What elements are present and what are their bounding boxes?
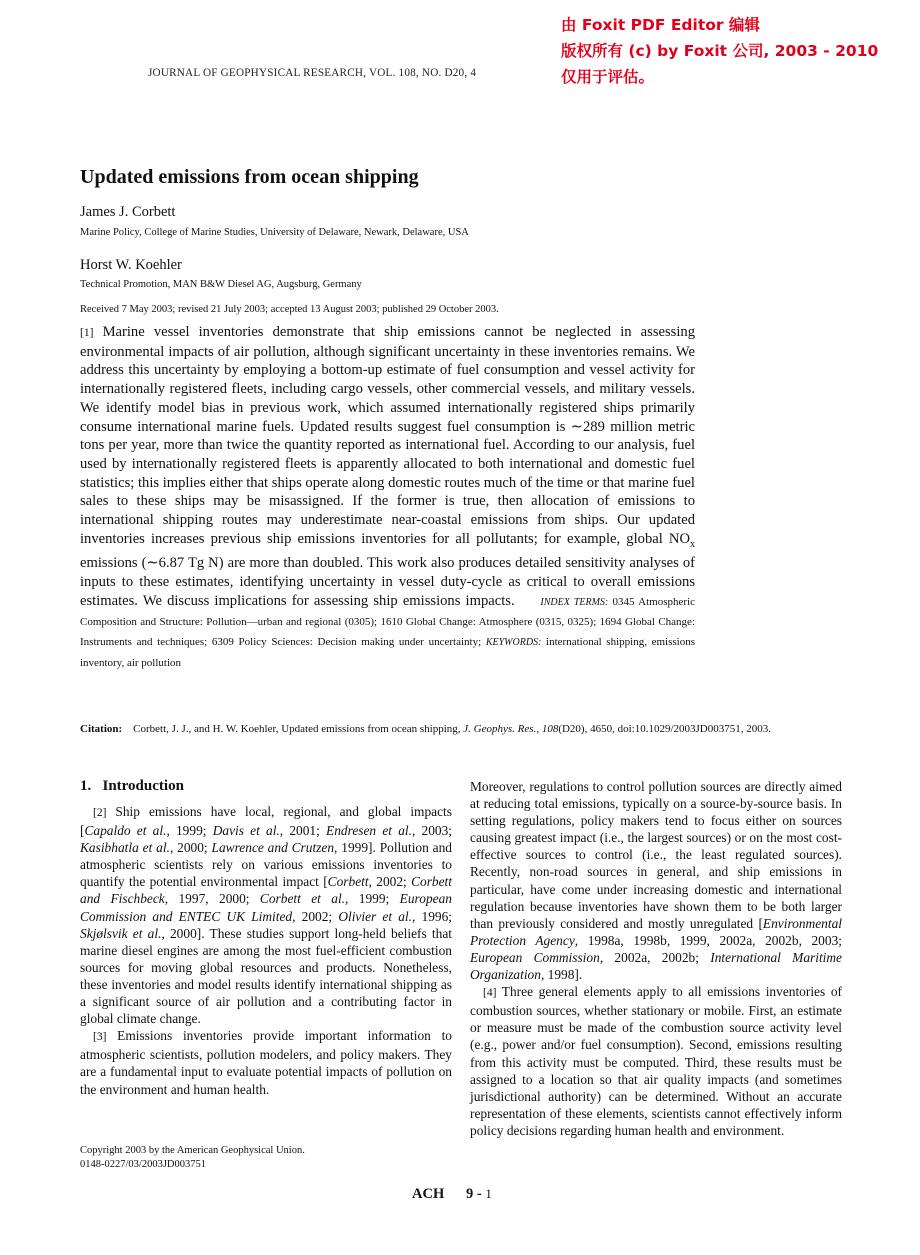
citation-author: European Commission and ENTEC UK Limited [80,891,452,924]
journal-header: JOURNAL OF GEOPHYSICAL RESEARCH, VOL. 108, NO. D20, 4 [148,67,477,79]
citation-author: European Commission [470,949,600,965]
text-run: , 2002a, 2002b; [599,949,711,965]
footer-page: 9 [465,1186,474,1202]
citation-author: Corbett [327,874,369,890]
text-run: Three general elements apply to all emissions inventories of combustion sources, whether stationary or mobile. First, an estimate or measure must be made of the combustion source activity level (e.g., power and/or fuel consumption). Second, emissions resulting from this activity must be computed. Third, these results must be assigned to a location so that air quality impacts (and sometimes jurisdictional authority) can be determined. Without an accurate representation of these elements, scientists cannot effectively inform policy decisions regarding human health and environment. [470,984,842,1138]
citation-author: Lawrence and Crutzen [211,840,335,856]
index-terms: 0345 Atmospheric Composition and Structure: Pollution—urban and regional (0305); 1610 Global Change: Atmosphere (0315, 0325); 1694 Global Change: Instruments and techniques; 6309 Policy Sciences: Decision making under uncertainty; [80,595,695,649]
citation-text: Corbett, J. J., and H. W. Koehler, Updated emissions from ocean shipping, [133,723,464,735]
right-column [470,778,842,1139]
text-run: , 1996; [412,908,453,924]
footer-number: 1 [485,1186,492,1201]
paragraph-2 [80,803,452,1027]
paragraph-number: [2] [93,807,107,819]
author-1-name: James J. Corbett [80,204,176,220]
footer-prefix: ACH [412,1186,445,1202]
citation-author: Capaldo et al. [84,823,167,839]
text-run: Ship emissions have local, regional, and global impacts [ [80,804,452,839]
abstract-text-cont: emissions (∼6.87 Tg N) are more than doubled. This work also produces detailed sensitivity analyses of inputs to these estimates, identifying uncertainty in vessel duty-cycle as critical to overall emissions estimates. We discuss implications for assessing ship emissions impacts. [80,555,695,609]
paragraph-number: [3] [93,1031,107,1044]
abstract-para-number: [1] [80,327,94,339]
paragraph-continued [470,778,842,983]
text-run: , 2000]. These studies support long-held beliefs that marine diesel engines are among the most fuel-efficient combustion sources for moving global resources and products. Nonetheless, these inventories and model results identify international shipping as a significant source of air pollution and a contributing factor in global climate change. [80,925,453,1027]
citation [80,721,840,739]
paragraph-number: [4] [483,987,497,1000]
keywords: international shipping, emissions inventory, air pollution [80,636,695,669]
paragraph-4 [470,983,842,1139]
text-run: , 2001; [279,823,327,839]
author-2-name: Horst W. Koehler [80,257,182,273]
citation-author: Davis et al. [212,823,280,839]
citation-author: Corbett et al. [259,891,346,907]
publication-dates: Received 7 May 2003; revised 21 July 2003; accepted 13 August 2003; published 29 October 2003. [80,304,499,315]
text-run: , 1999; [345,891,400,907]
citation-author: Environmental Protection Agency [470,915,842,948]
citation-journal: J. Geophys. Res. [463,723,537,735]
footer-dash: - [476,1186,482,1202]
index-terms-label: INDEX TERMS: [540,596,609,608]
foxit-watermark [561,12,878,90]
abstract-subscript: x [690,538,695,550]
text-run: Moreover, regulations to control pollution sources are directly aimed at reducing total emissions, typically on a source-by-source basis. In setting regulations, policy makers tend to focus either on sources causing greatest impact (i.e., the largest sources) or on the most cost-effective sources to control (i.e., the least regulated sources). Recently, non-road sources in general, and ship emissions in particular, have come under increasing domestic and international regulation because inventories have shown them to be both larger than previously considered and mostly unregulated [ [470,779,842,931]
citation-author: Skjølsvik et al. [80,925,162,941]
text-run: , 2000; [169,840,212,856]
paragraph-3 [80,1027,452,1097]
text-run: , 1998]. [540,967,583,983]
page-footer [412,1186,492,1203]
text-run: Emissions inventories provide important information to atmospheric scientists, pollution modelers, and policy makers. They are a fundamental input to evaluate potential impacts of pollution on the environment and human health. [80,1028,452,1097]
abstract [80,323,695,673]
citation-author: Corbett and Fischbeck [80,874,452,907]
watermark-line-1: 由 Foxit PDF Editor 编辑 [561,16,760,34]
copyright-line: Copyright 2003 by the American Geophysical Union. [80,1145,305,1156]
text-run: , 1999; [166,823,213,839]
citation-separator: , [536,723,542,735]
citation-text-end: (D20), 4650, doi:10.1029/2003JD003751, 2003. [558,723,771,735]
text-run: , 2002; [292,908,339,924]
text-run: , 2003; [411,823,453,839]
section-number: 1. [80,778,92,794]
paper-title: Updated emissions from ocean shipping [80,166,419,188]
author-1-affiliation: Marine Policy, College of Marine Studies, University of Delaware, Newark, Delaware, USA [80,227,469,238]
watermark-line-2: 版权所有 (c) by Foxit 公司, 2003 - 2010 [561,42,879,60]
section-title: Introduction [102,778,184,794]
section-heading [80,778,184,795]
watermark-line-3: 仅用于评估。 [561,68,655,86]
issn-line: 0148-0227/03/2003JD003751 [80,1159,206,1170]
text-run: , 1997, 2000; [164,891,260,907]
left-column [80,803,452,1098]
citation-author: Kasibhatla et al. [80,840,170,856]
text-run: , 1998a, 1998b, 1999, 2002a, 2002b, 2003; [574,932,842,948]
text-run: , 2002; [368,874,412,890]
citation-label: Citation: [80,723,123,735]
copyright-notice [80,1144,305,1172]
citation-volume: 108 [541,723,559,735]
keywords-label: KEYWORDS: [485,637,542,649]
abstract-text: Marine vessel inventories demonstrate that ship emissions cannot be neglected in assessing environmental impacts of air pollution, although significant uncertainty in these inventories remains. We address this uncertainty by employing a bottom-up estimate of fuel consumption and vessel activity for internationally registered fleets, including cargo vessels, other commercial vessels, and military vessels. We identify model bias in previous work, which assumed internationally registered ships primarily consume international marine fuels. Updated results suggest fuel consumption is ∼289 million metric tons per year, more than twice the quantity reported as international fuel. According to our analysis, fuel used by internationally registered fleets is apparently allocated to both international and domestic fuel statistics; this implies either that ships operate along domestic routes much of the time or that marine fuel sales to these ships may be misassigned. If the former is true, then allocation of emissions to international shipping routes may underestimate near-coastal emissions from ships. Our updated inventories increases previous ship emissions inventories for all pollutants; for example, global NO [80,324,695,547]
citation-author: Endresen et al. [326,823,412,839]
citation-author: International Maritime Organization [470,949,843,983]
text-run: , 1999]. Pollution and atmospheric scientists rely on various emissions inventories to quantify the potential environmental impact [ [80,840,453,890]
citation-author: Olivier et al. [338,908,412,924]
author-2-affiliation: Technical Promotion, MAN B&W Diesel AG, Augsburg, Germany [80,279,362,290]
